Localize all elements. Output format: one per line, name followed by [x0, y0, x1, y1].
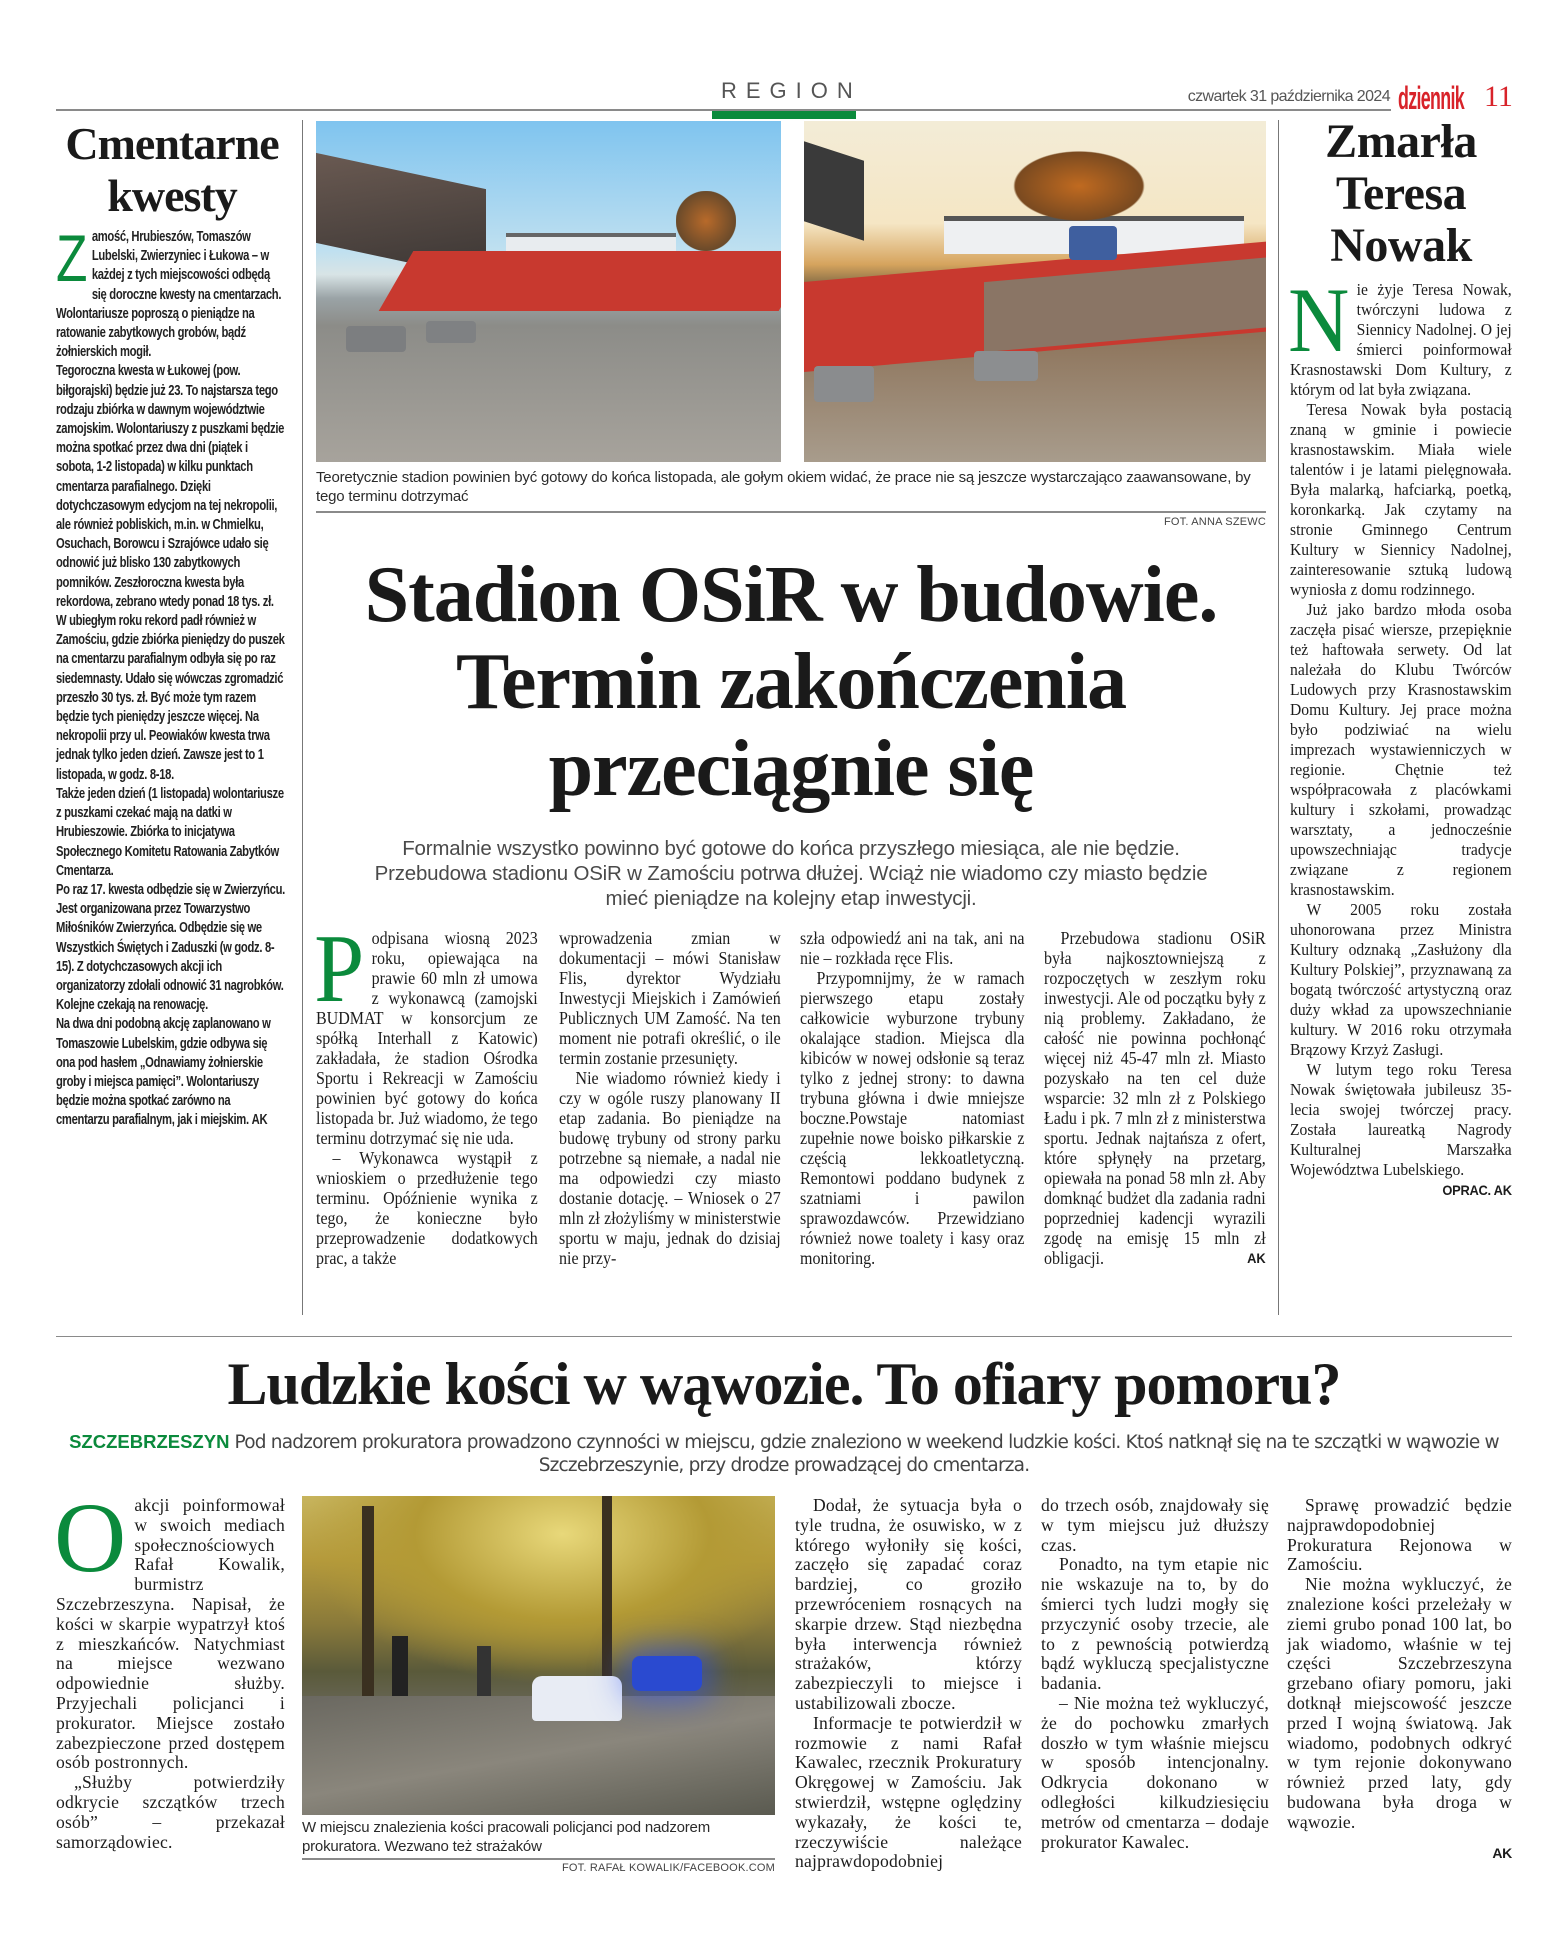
lead-text: Pod nadzorem prokuratora prowadzono czynności w miejscu, gdzie znaleziono w weekend ludzkie kości. Ktoś natknął się na te szczątki w wąwozie w Szczebrzeszynie, przy drodze prowadzącej do cmentarza.: [234, 1432, 1499, 1476]
bottom-photo-caption: W miejscu znalezienia kości pracowali policjanci pod nadzorem prokuratora. Wezwano też strażaków: [302, 1819, 710, 1855]
paragraph: wprowadzenia zmian w dokumentacji – mówi Stanisław Flis, dyrektor Wydziału Inwestycji Miejskich i Zamówień Publicznych UM Zamość. Na ten moment nie potrafi określić, o ile termin zostanie przesunięty.: [559, 928, 781, 1068]
concrete-ring: [426, 321, 476, 343]
person: [477, 1646, 491, 1696]
main-photo-credit: FOT. ANNA SZEWC: [1163, 516, 1266, 528]
main-deck: [316, 836, 1266, 911]
author-signature: AK: [1247, 1250, 1266, 1266]
person: [392, 1636, 408, 1696]
tree: [676, 191, 736, 251]
paragraph: Na dwa dni podobną akcję zaplanowano w Tomaszowie Lubelskim, gdzie odbywa się ona pod hasłem „Odnawiamy żołnierskie groby i miejsca pamięci”. Wolontariuszy będzie można spotkać zarówno na cmentarzu parafialnym, jak i miejskim.: [56, 1016, 271, 1129]
paragraph: W lutym tego roku Teresa Nowak świętowała jubileusz 35-lecia swojej twórczej pracy. Została laureatką Nagrody Kulturalnej Marszałka Województwa Lubelskiego.: [1290, 1060, 1512, 1179]
newspaper-logo: dziennik: [1398, 80, 1465, 116]
section-accent-bar: [712, 111, 856, 119]
paragraph: W ubiegłym roku rekord padł również w Zamościu, gdzie zbiórka pieniędzy do puszek na cmentarzu parafialnym odbyła się po raz siedemnasty. Udało się wówczas zgromadzić przeszło 30 tys. zł. Być może tym razem będzie tych pieniędzy jeszcze więcej. Na nekropolii przy ul. Peowiaków kwesta trwa jednak tylko jeden dzień. Zawsze jest to 1 listopada, w godz. 8-18.: [56, 613, 285, 783]
ravine-police-photo: [302, 1496, 775, 1815]
bottom-headline: Ludzkie kości w wąwozie. To ofiary pomoru?: [227, 1351, 1341, 1417]
section-label: REGION: [721, 78, 862, 103]
paragraph: Także jeden dzień (1 listopada) wolontariusze z puszkami czekać mają na datki w Hrubieszowie. Zbiórka to inicjatywa Społecznego Komitetu Ratowania Zabytków Cmentarza.: [56, 785, 284, 879]
title-line: Teresa: [1335, 167, 1467, 220]
paragraph: – Nie można też wykluczyć, że do pochowku zmarłych doszło w tym właśnie miejscu w sposób intencjonalny. Odkrycia dokonano w odległości kilkudziesięciu metrów od cmentarza – dodaje prokurator Kawalec.: [1041, 1692, 1269, 1852]
paragraph: Już jako bardzo młoda osoba zaczęła pisać wiersze, przepięknie też haftowała serwety. Od lat należała do Klubu Twórców Ludowych przy Krasnostawskim Domu Kultury. Jej prace można było podziwiać na wielu imprezach wystawienniczych w regionie. Chętnie też współpracowała z placówkami kultury i szkołami, prowadząc warsztaty, a jednocześnie upowszechniając tradycje związane z regionem krasnostawskim.: [1290, 600, 1512, 899]
concrete-ring: [974, 351, 1038, 381]
police-car: [532, 1676, 622, 1721]
tree-trunk: [602, 1496, 612, 1686]
drop-cap: N: [1288, 269, 1350, 371]
drop-cap: O: [54, 1482, 127, 1593]
headline-line: Termin zakończenia: [455, 638, 1127, 726]
caption-rule: [302, 1858, 775, 1860]
deck-line: Przebudowa stadionu OSiR w Zamościu potrwa dłużej. Wciąż nie wiadomo czy miasto będzie: [374, 862, 1208, 885]
main-photo-caption: Teoretycznie stadion powinien być gotowy do końca listopada, ale gołym okiem widać, że prace nie są jeszcze wystarczająco zaawansowane, by tego terminu dotrzymać: [316, 469, 1251, 505]
title-line: Cmentarne: [65, 118, 279, 169]
deck-line: mieć pieniądze na kolejny etap inwestycji.: [605, 887, 977, 910]
paragraph: W 2005 roku została uhonorowana przez Ministra Kultury odznaką „Zasłużony dla Kultury Polskiej”, przyznawaną za bogatą twórczość artystyczną oraz duży wkład za upowszechnianie kultury. W 2016 roku otrzymała Brązowy Krzyż Zasługi.: [1290, 900, 1512, 1059]
main-column-2: [559, 928, 781, 1268]
running-track: [379, 251, 781, 311]
section-rule: [56, 1336, 1512, 1337]
left-story-title: [56, 118, 288, 222]
drop-cap: Z: [56, 221, 88, 295]
column-divider-left: [302, 120, 303, 1315]
deck-line: Formalnie wszystko powinno być gotowe do końca przyszłego miesiąca, ale nie będzie.: [402, 837, 1180, 860]
right-story-title: [1290, 116, 1512, 272]
paragraph: Teresa Nowak była postacią znaną w gminie i powiecie krasnostawskim. Miała wiele talentów i je latami pielęgnowała. Była malarką, hafciarką, poetką, koronkarką. Jak czytamy na stronie Gminnego Centrum Kultury w Siennicy Nadolnej, zainteresowanie sztuką ludową wyniosła z domu rodzinnego.: [1290, 400, 1512, 599]
main-column-3: [800, 928, 1024, 1268]
right-story-body: [1288, 269, 1512, 1200]
column-divider-right: [1278, 120, 1279, 1315]
paragraph: Przebudowa stadionu OSiR była najkosztowniejszą z rozpoczętych w zeszłym roku inwestycji. Ale od początku były z nią problemy. Zakładano, że całość nie powinna pochłonąć więcej niż 45-47 mln zł. Miasto pozyskało na ten cel duże wsparcie: 32 mln zł z Polskiego Ładu i pk. 7 mln zł z ministerstwa sportu. Jednak najtańsza z ofert, które spłynęły na przetarg, opiewała na ponad 58 mln zł. Aby domknąć budżet dla zadania radni poprzedniej kadencji wyrazili zgodę na emisję 15 mln zł obligacji.: [1044, 928, 1266, 1268]
issue-date: czwartek 31 października 2024: [1187, 88, 1390, 105]
main-headline: [316, 552, 1266, 813]
paragraph: Informacje te potwierdził w rozmowie z nami Rafał Kawalec, rzecznik Prokuratury Okręgowej w Zamościu. Jak stwierdził, wstępne oględziny wykazały, że kości te, rzeczywiście należące najprawdopodobniej: [795, 1712, 1022, 1872]
headline-line: przeciągnie się: [548, 725, 1034, 813]
paragraph: Nie można wykluczyć, że znalezione kości przeleżały w ziemi grubo ponad 100 lat, bo jak wiadomo, właśnie w tej części Szczebrzeszyna grzebano ofiary pomoru, jaki dotknął miejscowość jeszcze przed I wojną światową. Jak wiadomo, podobnych odkryć w tym rejonie dokonywano również przed laty, gdy budowana była droga w wąwozie.: [1287, 1574, 1512, 1832]
author-signature: OPRAC. AK: [1442, 1182, 1512, 1198]
paragraph: odpisana wiosną 2023 roku, opiewająca na prawie 60 mln zł umowa z wykonawcą (zamojski BUDMAT w konsorcjum ze spółką Interhall z Katowic) zakładała, że stadion Ośrodka Sportu i Rekreacji w Zamościu powinien być gotowy do końca listopada br. Już wiadomo, że tego terminu dotrzymać się nie uda.: [316, 928, 538, 1148]
left-story-body: [56, 221, 286, 1131]
title-line: Zmarła: [1325, 115, 1477, 168]
bottom-lead: [56, 1430, 1512, 1477]
paragraph: ie żyje Teresa Nowak, twórczyni ludowa z Siennicy Nadolnej. O jej śmierci poinformował Krasnostawski Dom Kultury, z którym od lat była związana.: [1290, 280, 1512, 399]
concrete-ring: [814, 366, 874, 402]
paragraph: – Wykonawca wystąpił z wnioskiem o przedłużenie tego terminu. Opóźnienie wynika z tego, że konieczne było przeprowadzenie dodatkowych prac, a także: [316, 1148, 538, 1268]
tractor: [1069, 226, 1117, 260]
tree: [1004, 146, 1154, 226]
bottom-photo-credit: FOT. RAFAŁ KOWALIK/FACEBOOK.COM: [562, 1862, 775, 1874]
paragraph: Przypomnijmy, że w ramach pierwszego etapu zostały całkowicie wyburzone trybuny okalające stadion. Miejsca dla kibiców w nowej odsłonie są teraz tylko z jednej strony: to dawna trybuna główna i dwie mniejsze boczne.Powstaje natomiast zupełnie nowe boisko piłkarskie z częścią lekkoatletyczną. Remontowi poddano budynek z szatniami i pawilon sprawozdawców. Przewidziano również nowe toalety i kasy oraz monitoring.: [800, 968, 1025, 1268]
stadium-photo-right: [804, 121, 1266, 462]
paragraph: akcji poinformował w swoich mediach społecznościowych Rafał Kowalik, burmistrz Szczebrzeszyna. Napisał, że kości w skarpie wypatrzył ktoś z mieszkańców. Natychmiast na miejsce wezwano odpowiednie służby. Przyjechali policjanci i prokurator. Miejsce zostało zabezpieczone przed dostępem osób postronnych.: [56, 1495, 285, 1773]
paragraph: do trzech osób, znajdowały się w tym miejscu już dłuższy czas.: [1041, 1495, 1269, 1555]
paragraph: Sprawę prowadzić będzie najprawdopodobniej Prokuratura Rejonowa w Zamościu.: [1287, 1495, 1512, 1575]
paragraph: „Służby potwierdziły odkrycie szczątków trzech osób” – przekazał samorządowiec.: [56, 1772, 285, 1852]
paragraph: Tegoroczna kwesta w Łukowej (pow. biłgorajski) będzie już 23. To najstarsza tego rodzaju zbiórka w dawnym województwie zamojskim. Wolontariuszy z puszkami będzie można spotkać przez dwa dni (piątek i sobota, 1-2 listopada) w kilku punktach cmentarza parafialnego. Dzięki dotychczasowym edycjom na tej nekropolii, ale również pobliskich, m.in. w Chmielku, Osuchach, Borowcu i Szrajówce udało się odnowić już blisko 130 zabytkowych pomników. Zeszłoroczna kwesta była rekordowa, zebrano wtedy ponad 18 tys. zł.: [56, 363, 285, 610]
grandstand-roof: [804, 141, 864, 240]
paragraph: amość, Hrubieszów, Tomaszów Lubelski, Zwierzyniec i Łukowa – w każdej z tych miejscowości odbędą się doroczne kwesty na cmentarzach. Wolontariusze poproszą o pieniądze na ratowanie zabytkowych grobów, bądź żołnierskich mogił.: [56, 229, 282, 361]
drop-cap: P: [314, 915, 365, 1023]
author-signature: AK: [1492, 1844, 1512, 1861]
caption-rule: [316, 511, 1266, 513]
header-rule: [56, 109, 1391, 111]
paragraph: Ponadto, na tym etapie nic nie wskazuje na to, by do śmierci tych ludzi mogły się przyczynić osoby trzecie, ale to z pewnością potwierdzą bądź wykluczą specjalistyczne badania.: [1041, 1554, 1269, 1694]
bottom-column-1: [54, 1482, 285, 1852]
paragraph: Dodał, że sytuacja była o tyle trudna, że osuwisko, w z którego wyłoniły się kości, zaczęło się zapadać coraz bardziej, co groziło przewróceniem rosnących na skarpie drzew. Stąd niezbędna była interwencja również strażaków, którzy zabezpieczyli to miejsce i ustabilizowali zbocze.: [795, 1495, 1022, 1713]
main-column-1: [314, 915, 538, 1268]
stadium-photo-left: [316, 121, 781, 462]
tree-trunk: [362, 1506, 374, 1706]
bottom-column-4: [1287, 1496, 1512, 1863]
page-number: 11: [1484, 80, 1513, 113]
title-line: Nowak: [1330, 219, 1472, 272]
title-line: kwesty: [107, 170, 237, 221]
paragraph: Nie wiadomo również kiedy i czy w ogóle ruszy planowany II etap zadania. Bo pieniądze na budowę trybuny od strony parku potrzebne są niemałe, a nadal nie ma odpowiedzi czy miasto dostanie dotację. – Wniosek o 27 mln zł złożyliśmy w ministerstwie sportu w maju, jednak do dzisiaj nie przy-: [559, 1068, 781, 1268]
paragraph: szła odpowiedź ani na tak, ani na nie – rozkłada ręce Flis.: [800, 928, 1025, 968]
bottom-column-3: [1041, 1496, 1269, 1852]
police-car-lights: [632, 1656, 702, 1691]
author-signature: AK: [251, 1112, 268, 1129]
main-column-4: [1044, 928, 1266, 1268]
bottom-column-2: [795, 1496, 1022, 1872]
concrete-ring: [346, 326, 406, 352]
headline-line: Stadion OSiR w budowie.: [364, 551, 1218, 639]
location-kicker: SZCZEBRZESZYN: [69, 1431, 230, 1452]
paragraph: Po raz 17. kwesta odbędzie się w Zwierzyńcu. Jest organizowana przez Towarzystwo Miłośników Zwierzyńca. Odbędzie się we Wszystkich Świętych i Zaduszki (w godz. 8-15). Z dotychczasowych akcji ich organizatorzy zdołali odnowić 31 nagrobków. Kolejne czekają na renowację.: [56, 881, 285, 1014]
